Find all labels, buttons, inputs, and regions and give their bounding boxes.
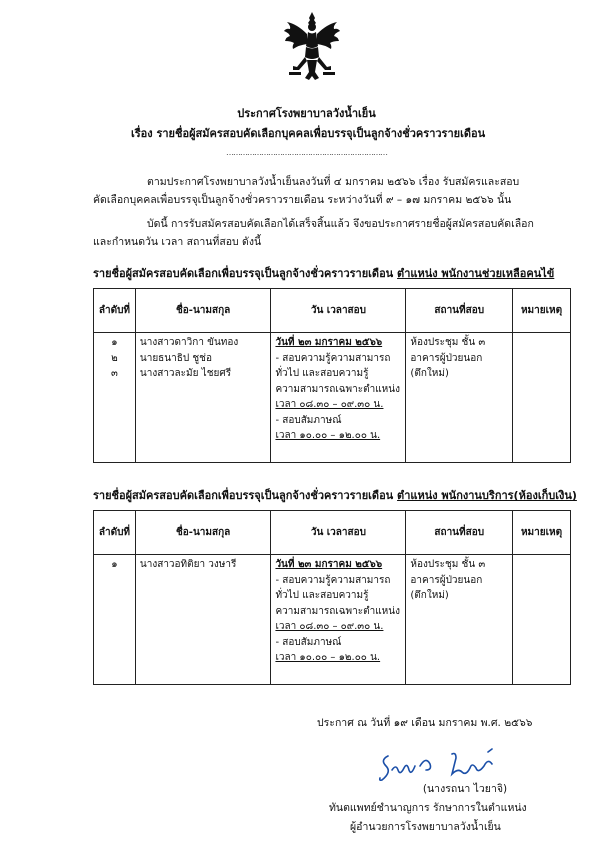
signer-organization: ผู้อำนวยการโรงพยาบาลวังน้ำเย็น xyxy=(350,821,501,833)
dotted-divider: …………………………………………………………… xyxy=(226,148,387,157)
candidate-name: นายธนาธิป ชูช่อ xyxy=(139,352,212,364)
table-row xyxy=(94,555,571,685)
signer-title: ทันตแพทย์ชำนาญการ รักษาการในตำแหน่ง xyxy=(329,802,527,814)
no-cell xyxy=(94,333,136,463)
section-1-position: ตำแหน่ง พนักงานช่วยเหลือคนไข้ xyxy=(397,267,555,280)
col-no: ลำดับที่ xyxy=(94,511,136,555)
exam-time: เวลา ๐๘.๓๐ – ๐๙.๓๐ น. xyxy=(275,621,384,632)
candidate-no: ๒ xyxy=(111,352,118,364)
section-1-table xyxy=(93,288,571,463)
section-2-table xyxy=(93,510,571,685)
exam-date: วันที่ ๒๓ มกราคม ๒๕๖๖ xyxy=(275,337,383,348)
section-1-heading-text: รายชื่อผู้สมัครสอบคัดเลือกเพื่อบรรจุเป็นลูกจ้างชั่วคราวรายเดือน xyxy=(93,267,394,280)
col-name: ชื่อ-นามสกุล xyxy=(135,289,271,333)
col-date: วัน เวลาสอบ xyxy=(271,511,406,555)
announcement-title: ประกาศโรงพยาบาลวังน้ำเย็น xyxy=(237,107,376,120)
exam-date: วันที่ ๒๓ มกราคม ๒๕๖๖ xyxy=(275,559,383,570)
venue-line: (ตึกใหม่) xyxy=(410,590,449,601)
signer-name: (นางรถนา ไวยาจิ) xyxy=(422,783,508,795)
venue-cell xyxy=(406,555,513,685)
col-note: หมายเหตุ xyxy=(513,289,571,333)
venue-line: (ตึกใหม่) xyxy=(410,368,449,379)
schedule-cell xyxy=(271,555,406,685)
venue-cell xyxy=(406,333,513,463)
exam-item: - สอบความรู้ความสามารถ xyxy=(275,574,391,586)
name-cell xyxy=(135,555,271,685)
note-cell xyxy=(513,555,571,685)
table-header-row xyxy=(94,511,571,555)
intro-paragraph-2-line-1: บัดนี้ การรับสมัครสอบคัดเลือกได้เสร็จสิ้นแล้ว จึงขอประกาศรายชื่อผู้สมัครสอบคัดเลือก xyxy=(147,218,534,230)
venue-line: ห้องประชุม ชั้น ๓ xyxy=(410,337,486,348)
name-cell xyxy=(135,333,271,463)
exam-item: ความสามารถเฉพาะตำแหน่ง xyxy=(275,383,400,395)
col-note: หมายเหตุ xyxy=(513,511,571,555)
col-place: สถานที่สอบ xyxy=(406,511,513,555)
section-2-heading-text: รายชื่อผู้สมัครสอบคัดเลือกเพื่อบรรจุเป็นลูกจ้างชั่วคราวรายเดือน xyxy=(93,489,394,502)
announcement-date: ประกาศ ณ วันที่ ๑๙ เดือน มกราคม พ.ศ. ๒๕๖๖ xyxy=(317,717,533,729)
col-name: ชื่อ-นามสกุล xyxy=(135,511,271,555)
note-cell xyxy=(513,333,571,463)
col-no: ลำดับที่ xyxy=(94,289,136,333)
venue-line: อาคารผู้ป่วยนอก xyxy=(410,574,483,586)
section-2-heading xyxy=(93,486,577,504)
col-place: สถานที่สอบ xyxy=(406,289,513,333)
exam-item: - สอบสัมภาษณ์ xyxy=(275,636,342,648)
intro-paragraph-1-line-1: ตามประกาศโรงพยาบาลวังน้ำเย็นลงวันที่ ๔ มกราคม ๒๕๖๖ เรื่อง รับสมัครและสอบ xyxy=(147,176,520,188)
exam-time: เวลา ๑๐.๐๐ – ๑๒.๐๐ น. xyxy=(275,652,381,663)
intro-paragraph-2-line-2: และกำหนดวัน เวลา สถานที่สอบ ดังนี้ xyxy=(93,236,262,248)
garuda-emblem xyxy=(283,10,341,84)
exam-time: เวลา ๑๐.๐๐ – ๑๒.๐๐ น. xyxy=(275,430,381,441)
no-cell xyxy=(94,555,136,685)
table-header-row xyxy=(94,289,571,333)
candidate-name: นางสาวอทิติยา วงษารี xyxy=(139,559,237,570)
exam-time: เวลา ๐๘.๓๐ – ๐๙.๓๐ น. xyxy=(275,399,384,410)
candidate-no: ๑ xyxy=(111,559,118,570)
col-date: วัน เวลาสอบ xyxy=(271,289,406,333)
exam-item: - สอบความรู้ความสามารถ xyxy=(275,352,391,364)
schedule-cell xyxy=(271,333,406,463)
signature xyxy=(378,748,508,782)
exam-item: ทั่วไป และสอบความรู้ xyxy=(275,590,369,601)
candidate-no: ๓ xyxy=(111,368,118,379)
exam-item: ความสามารถเฉพาะตำแหน่ง xyxy=(275,605,400,617)
candidate-name: นางสาวละมัย ไชยศรี xyxy=(139,368,232,379)
table-row xyxy=(94,333,571,463)
section-2-position: ตำแหน่ง พนักงานบริการ(ห้องเก็บเงิน) xyxy=(397,489,577,502)
intro-paragraph-1-line-2: คัดเลือกบุคคลเพื่อบรรจุเป็นลูกจ้างชั่วคราวรายเดือน ระหว่างวันที่ ๙ – ๑๗ มกราคม ๒๕๖๖ นั้น xyxy=(93,194,512,206)
candidate-no: ๑ xyxy=(111,337,118,348)
venue-line: อาคารผู้ป่วยนอก xyxy=(410,352,483,364)
venue-line: ห้องประชุม ชั้น ๓ xyxy=(410,559,486,570)
subject-line: เรื่อง รายชื่อผู้สมัครสอบคัดเลือกบุคคลเพื่อบรรจุเป็นลูกจ้างชั่วคราวรายเดือน xyxy=(131,127,486,140)
candidate-name: นางสาวดาวิกา ขันทอง xyxy=(139,337,239,348)
section-1-heading xyxy=(93,264,554,282)
exam-item: ทั่วไป และสอบความรู้ xyxy=(275,368,369,379)
exam-item: - สอบสัมภาษณ์ xyxy=(275,414,342,426)
